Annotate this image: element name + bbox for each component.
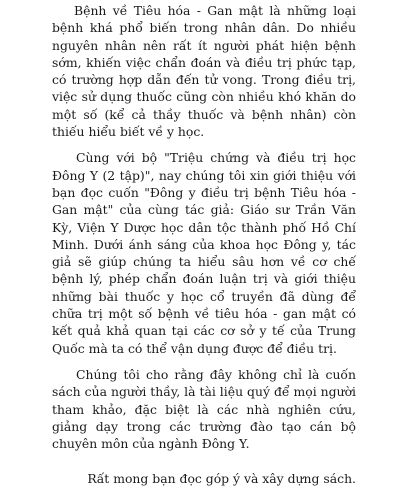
paragraph-intro: Bệnh về Tiêu hóa - Gan mật là những loại bệnh khá phổ biến trong nhân dân. Do nhiều nguyên nhân nên rất ít người phát hiện bệnh sớm, khiến việc chẩn đoán và điều trị phức tạp, có trường hợp dẫn đến tử vong. Trong điều trị, việc sử dụng thuốc cũng còn nhiều khó khăn do một số (kể cả thầy thuốc và bệnh nhân) còn thiếu hiểu biết về y học. xyxy=(52,3,356,140)
paragraph-book-introduction: Cùng với bộ "Triệu chứng và điều trị học Đông Y (2 tập)", nay chúng tôi xin giới thiệu với bạn đọc cuốn "Đông y điều trị bệnh Tiêu hóa - Gan mật" của cùng tác giả: Giáo sư Trần Văn Kỳ, Viện Y Dược học dân tộc thành phố Hồ Chí Minh. Dưới ánh sáng của khoa học Đông y, tác giả sẽ giúp chúng ta hiểu sâu hơn về cơ chế bệnh lý, phép chẩn đoán luận trị và giới thiệu những bài thuốc y học cổ truyền đã dùng để chữa trị một số bệnh về tiêu hóa - gan mật có kết quả khả quan tại các cơ sở y tế của Trung Quốc mà ta có thể vận dụng được để điều trị. xyxy=(52,150,356,356)
paragraph-audience: Chúng tôi cho rằng đây không chỉ là cuốn sách của người thầy, là tài liệu quý để mọi người tham khảo, đặc biệt là các nhà nghiên cứu, giảng dạy trong các trường đào tạo cán bộ chuyên môn của ngành Đông Y. xyxy=(52,366,356,452)
closing-line: Rất mong bạn đọc góp ý và xây dựng sách. xyxy=(87,471,356,487)
